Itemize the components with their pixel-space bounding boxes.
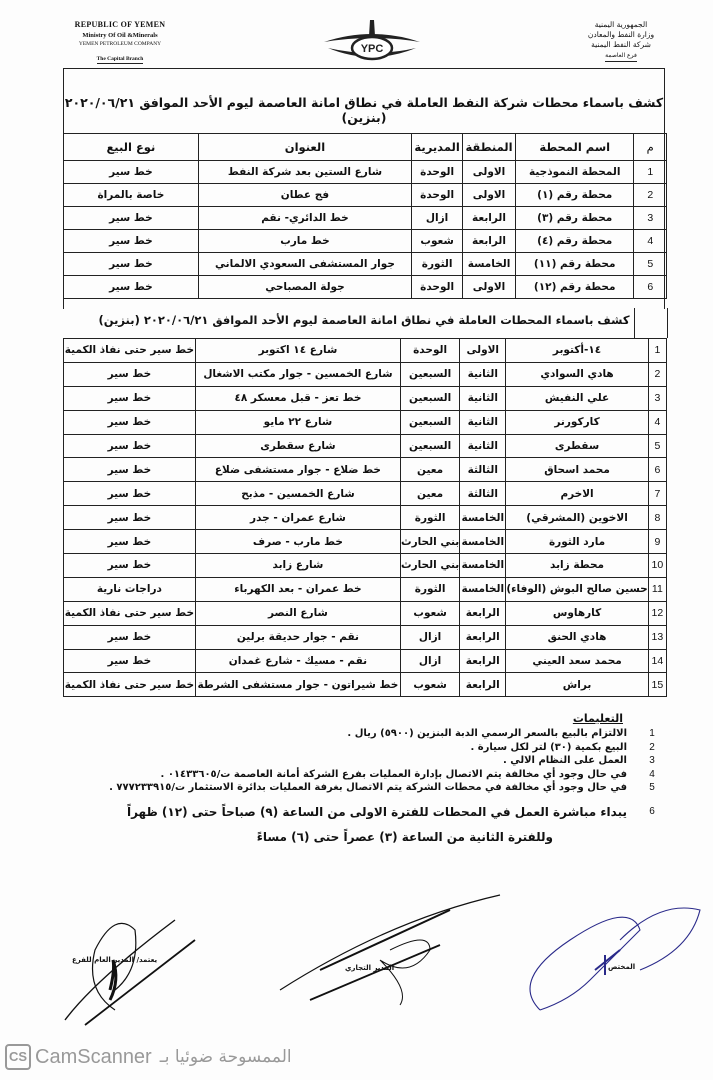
instruction-text: الالتزام بالبيع بالسعر الرسمي الدبة البنزين (٥٩٠٠) ريال . xyxy=(347,728,627,739)
signature-left-label: يعتمد/ المدير العام للفرع xyxy=(72,956,158,964)
cell-station-name: الاخرم xyxy=(506,482,648,506)
cell-zone: الخامسة xyxy=(463,253,516,276)
cell-zone: الثانية xyxy=(460,362,506,386)
ypc-logo xyxy=(322,18,422,68)
cell-address: شارع النصر xyxy=(195,601,400,625)
cell-station-name: محطة رقم (٤) xyxy=(515,230,634,253)
cell-station-name: ١٤-أكتوبر xyxy=(506,339,648,363)
cell-station-name: علي النفيش xyxy=(506,386,648,410)
cell-directorate: ازال xyxy=(401,649,460,673)
cell-zone: الرابعة xyxy=(460,601,506,625)
camscanner-watermark xyxy=(5,1044,292,1070)
table-row xyxy=(64,482,667,506)
instruction-item xyxy=(43,741,663,755)
table-row xyxy=(64,161,667,184)
cell-address: نقم - جوار حديقة برلين xyxy=(195,625,400,649)
cell-number: 14 xyxy=(648,649,666,673)
cell-directorate: الثورة xyxy=(401,577,460,601)
cell-number: 5 xyxy=(648,434,666,458)
cell-directorate: الثورة xyxy=(401,506,460,530)
cell-zone: الرابعة xyxy=(460,673,506,697)
cell-sale-type: خط سير xyxy=(64,506,196,530)
cell-sale-type: خط سير xyxy=(64,276,199,299)
cell-zone: الرابعة xyxy=(460,625,506,649)
table-row xyxy=(64,386,667,410)
instruction-number: 4 xyxy=(649,768,655,780)
signature-middle xyxy=(270,890,510,1010)
cell-address: شارع الخمسين - مذبح xyxy=(195,482,400,506)
cell-sale-type: خط سير xyxy=(64,530,196,554)
instruction-item xyxy=(43,754,663,768)
cell-station-name: سقطرى xyxy=(506,434,648,458)
cell-directorate: معين xyxy=(401,458,460,482)
instruction-item xyxy=(43,768,663,782)
header-ar-line-3: شركة النفط اليمنية xyxy=(591,40,651,49)
cell-station-name: مارد الثورة xyxy=(506,530,648,554)
cell-address: جوار المستشفى السعودي الالماني xyxy=(198,253,411,276)
cell-directorate: السبعين xyxy=(401,434,460,458)
table-row xyxy=(64,207,667,230)
cell-directorate: السبعين xyxy=(401,362,460,386)
instruction-number: 2 xyxy=(649,741,655,753)
cell-number: 2 xyxy=(648,362,666,386)
table-row xyxy=(64,530,667,554)
cell-directorate: السبعين xyxy=(401,386,460,410)
cell-sale-type: خط سير xyxy=(64,230,199,253)
cell-station-name: محطة رقم (٣) xyxy=(515,207,634,230)
instruction-number: 6 xyxy=(649,805,655,817)
cell-number: 13 xyxy=(648,625,666,649)
cell-station-name: محطة رقم (١) xyxy=(515,184,634,207)
cell-zone: الرابعة xyxy=(463,207,516,230)
camscanner-logo-icon: CS xyxy=(5,1044,31,1070)
cell-directorate: ازال xyxy=(412,207,463,230)
cell-address: خط مارب xyxy=(198,230,411,253)
instruction-text: يبداء مباشرة العمل في المحطات للفترة الاولى من الساعة (٩) صباحاً حتى (١٢) ظهراً xyxy=(126,804,627,819)
cell-zone: الاولى xyxy=(463,276,516,299)
cell-sale-type: خط سير xyxy=(64,362,196,386)
table1-header-row xyxy=(64,134,667,161)
cell-station-name: هادي السوادي xyxy=(506,362,648,386)
signature-right-label: المختص xyxy=(608,963,636,971)
cell-sale-type: خاصة بالمراة xyxy=(64,184,199,207)
cell-directorate: السبعين xyxy=(401,410,460,434)
cell-directorate: الوحدة xyxy=(401,339,460,363)
table-row xyxy=(64,253,667,276)
cell-zone: الخامسة xyxy=(460,506,506,530)
cell-number: 3 xyxy=(634,207,667,230)
cell-station-name: محمد سعد العيني xyxy=(506,649,648,673)
cell-zone: الثانية xyxy=(460,386,506,410)
cell-sale-type: خط سير xyxy=(64,161,199,184)
cell-sale-type: خط سير حتى نفاذ الكمية xyxy=(64,339,196,363)
cell-number: 4 xyxy=(648,410,666,434)
cell-address: شارع زابد xyxy=(195,554,400,578)
cell-zone: الرابعة xyxy=(460,649,506,673)
cell-station-name: كاركورنر xyxy=(506,410,648,434)
col-zone: المنطقة xyxy=(463,134,516,161)
cell-sale-type: خط سير حتى نفاذ الكمية xyxy=(64,673,196,697)
table-row xyxy=(64,601,667,625)
instructions xyxy=(43,712,663,849)
table-row xyxy=(64,230,667,253)
cell-number: 7 xyxy=(648,482,666,506)
signature-middle-label: المدير التجاري xyxy=(345,964,395,972)
cell-address: شارع سقطرى xyxy=(195,434,400,458)
table-row xyxy=(64,184,667,207)
table-row xyxy=(64,362,667,386)
cell-number: 12 xyxy=(648,601,666,625)
cell-directorate: شعوب xyxy=(412,230,463,253)
instruction-number: 5 xyxy=(649,782,655,793)
col-address: العنوان xyxy=(198,134,411,161)
cell-station-name: محطة رقم (١١) xyxy=(515,253,634,276)
cell-number: 1 xyxy=(648,339,666,363)
cell-zone: الرابعة xyxy=(463,230,516,253)
cell-address: جولة المصباحي xyxy=(198,276,411,299)
cell-address: شارع ٢٢ مايو xyxy=(195,410,400,434)
cell-station-name: المحطة النموذجية xyxy=(515,161,634,184)
cell-directorate: الثورة xyxy=(412,253,463,276)
table-row xyxy=(64,577,667,601)
header-ar-line-4: فرع العاصمة xyxy=(605,51,637,62)
cell-zone: الاولى xyxy=(463,184,516,207)
cell-zone: الخامسة xyxy=(460,577,506,601)
cell-sale-type: خط سير xyxy=(64,207,199,230)
instruction-text: في حال وجود أي مخالفة يتم الاتصال بإدارة العمليات بفرع الشركة أمانة العاصمة ت/٠١٤٣٣٦٠٥ . xyxy=(160,768,627,780)
instruction-number: 3 xyxy=(649,755,655,766)
cell-address: خط مارب - صرف xyxy=(195,530,400,554)
signature-right xyxy=(510,900,710,1020)
cell-zone: الخامسة xyxy=(460,530,506,554)
cell-sale-type: خط سير xyxy=(64,482,196,506)
cell-sale-type: دراجات نارية xyxy=(64,577,196,601)
cell-number: 5 xyxy=(634,253,667,276)
cell-station-name: كارهاوس xyxy=(506,601,648,625)
cell-number: 4 xyxy=(634,230,667,253)
cell-address: فج عطان xyxy=(198,184,411,207)
cell-address: خط عمران - بعد الكهرباء xyxy=(195,577,400,601)
cell-number: 1 xyxy=(634,161,667,184)
cell-number: 6 xyxy=(634,276,667,299)
instruction-item xyxy=(43,799,663,825)
cell-station-name: براش xyxy=(506,673,648,697)
stations-table-2 xyxy=(63,338,667,697)
cell-station-name: محمد اسحاق xyxy=(506,458,648,482)
cell-sale-type: خط سير حتى نفاذ الكمية xyxy=(64,601,196,625)
table-row xyxy=(64,554,667,578)
cell-station-name: الاخوين (المشرقي) xyxy=(506,506,648,530)
cell-number: 6 xyxy=(648,458,666,482)
cell-directorate: الوحدة xyxy=(412,161,463,184)
header-ar-line-1: الجمهورية اليمنية xyxy=(594,20,648,29)
stations-table-1 xyxy=(63,133,667,299)
col-directorate: المديرية xyxy=(412,134,463,161)
cell-address: خط ضلاع - جوار مستشفى ضلاع xyxy=(195,458,400,482)
cell-station-name: حسين صالح البوش (الوفاء) xyxy=(506,577,648,601)
cell-station-name: محطة زابد xyxy=(506,554,648,578)
cell-sale-type: خط سير xyxy=(64,554,196,578)
cell-zone: الاولى xyxy=(460,339,506,363)
table-row xyxy=(64,506,667,530)
cell-address: شارع ١٤ اكتوبر xyxy=(195,339,400,363)
table-row xyxy=(64,625,667,649)
cell-zone: الثالثة xyxy=(460,458,506,482)
cell-directorate: شعوب xyxy=(401,673,460,697)
instruction-item xyxy=(43,727,663,741)
cell-number: 3 xyxy=(648,386,666,410)
header-en-line-3: YEMEN PETROLEUM COMPANY xyxy=(78,41,162,47)
cell-station-name: محطة رقم (١٢) xyxy=(515,276,634,299)
cell-sale-type: خط سير xyxy=(64,649,196,673)
cell-number: 8 xyxy=(648,506,666,530)
cell-directorate: ازال xyxy=(401,625,460,649)
instructions-continuation: وللفترة الثانية من الساعة (٣) عصراً حتى (٦) مساءً xyxy=(256,829,553,844)
instruction-item xyxy=(43,781,663,795)
table-row xyxy=(64,649,667,673)
cell-number: 10 xyxy=(648,554,666,578)
col-sale-type: نوع البيع xyxy=(64,134,199,161)
instruction-number: 1 xyxy=(649,728,655,739)
cell-station-name: هادي الحنق xyxy=(506,625,648,649)
cell-zone: الخامسة xyxy=(460,554,506,578)
logo-text: YPC xyxy=(360,43,384,55)
header-en-line-4: The Capital Branch xyxy=(96,56,144,62)
cell-address: خط شيراتون - جوار مستشفى الشرطة xyxy=(195,673,400,697)
cell-address: شارع الخمسين - جوار مكتب الاشغال xyxy=(195,362,400,386)
header-en-line-1: REPUBLIC OF YEMEN xyxy=(74,20,166,29)
cell-directorate: الوحدة xyxy=(412,276,463,299)
table1-title: كشف باسماء محطات شركة النفط العاملة في نطاق امانة العاصمة ليوم الأحد الموافق ٢٠٢٠/٠٦/٢١ (بنزين) xyxy=(64,95,664,125)
header-en-line-2: Ministry Of Oil &Minerals xyxy=(82,32,158,39)
cell-directorate: الوحدة xyxy=(412,184,463,207)
cell-directorate: معين xyxy=(401,482,460,506)
header-english xyxy=(60,20,180,65)
cell-address: خط تعز - قبل معسكر ٤٨ xyxy=(195,386,400,410)
table-row xyxy=(64,410,667,434)
cell-number: 2 xyxy=(634,184,667,207)
instruction-text: العمل على النظام الالي . xyxy=(502,755,627,766)
table-row xyxy=(64,339,667,363)
cell-number: 11 xyxy=(648,577,666,601)
cell-sale-type: خط سير xyxy=(64,410,196,434)
col-station-name: اسم المحطة xyxy=(515,134,634,161)
cell-address: نقم - مسيك - شارع غمدان xyxy=(195,649,400,673)
cell-sale-type: خط سير xyxy=(64,434,196,458)
cell-address: شارع الستين بعد شركة النفط xyxy=(198,161,411,184)
cell-directorate: بني الحارث xyxy=(401,554,460,578)
cell-directorate: شعوب xyxy=(401,601,460,625)
table2-title: كشف باسماء المحطات العاملة في نطاق امانة العاصمة ليوم الأحد الموافق ٢٠٢٠/٠٦/٢١ (بنزين) xyxy=(98,313,630,327)
header-arabic xyxy=(581,20,661,62)
instruction-text: في حال وجود أي مخالفة في محطات الشركة يتم الاتصال بغرفة العمليات بدائرة الاستثمار ت/٧٧٧٢٣٣٩١٥ . xyxy=(109,782,627,793)
cell-address: خط الدائري- نقم xyxy=(198,207,411,230)
table-row xyxy=(64,276,667,299)
cell-sale-type: خط سير xyxy=(64,253,199,276)
cell-sale-type: خط سير xyxy=(64,386,196,410)
instructions-heading: التعليمات xyxy=(572,712,623,725)
cell-zone: الثانية xyxy=(460,410,506,434)
cell-directorate: بني الحارث xyxy=(401,530,460,554)
col-number: م xyxy=(634,134,667,161)
signature-left xyxy=(55,910,215,1030)
camscanner-arabic: الممسوحة ضوئيا بـ xyxy=(159,1047,292,1067)
table-row xyxy=(64,673,667,697)
table-row xyxy=(64,434,667,458)
cell-number: 15 xyxy=(648,673,666,697)
instruction-text: البيع بكمية (٣٠) لتر لكل سيارة . xyxy=(470,741,627,753)
table-row xyxy=(64,458,667,482)
camscanner-brand: CamScanner xyxy=(35,1045,152,1068)
cell-address: شارع عمران - جدر xyxy=(195,506,400,530)
header-ar-line-2: وزارة النفط والمعادن xyxy=(587,30,655,39)
cell-sale-type: خط سير xyxy=(64,625,196,649)
cell-zone: الثالثة xyxy=(460,482,506,506)
cell-number: 9 xyxy=(648,530,666,554)
cell-sale-type: خط سير xyxy=(64,458,196,482)
cell-zone: الاولى xyxy=(463,161,516,184)
cell-zone: الثانية xyxy=(460,434,506,458)
